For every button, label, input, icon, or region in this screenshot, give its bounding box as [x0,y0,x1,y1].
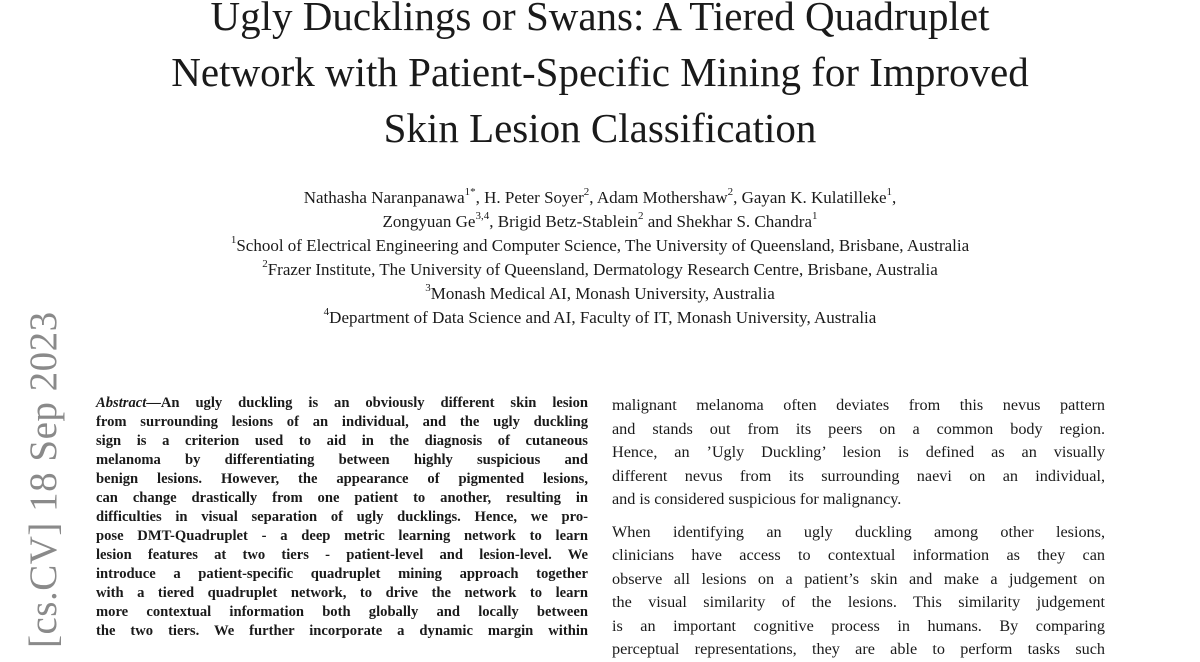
body-line: different nevus from its surrounding naevi on an individual, [612,466,1105,485]
affil-mark: 2 [262,258,268,271]
abstract-line: can change drastically from one patient to another, resulting in [96,490,588,506]
author-separator: , [475,188,485,207]
body-line: the visual similarity of the lesions. This similarity judgement [612,593,1105,611]
body-line: observe all lesions on a patient’s skin and make a judgement on [612,569,1105,588]
arxiv-stamp: [cs.CV] 18 Sep 2023 [22,311,65,648]
author-name: H. Peter Soyer [484,188,584,207]
abstract-line: from surrounding lesions of an individual, and the ugly duckling [96,414,588,430]
abstract-line: introduce a patient-specific quadruplet mining approach together [96,566,588,582]
author-line-2 [0,210,1200,234]
paper-title [0,0,1200,156]
abstract-line: benign lesions. However, the appearance of pigmented lesions, [96,471,588,487]
intro-paragraph-1 [612,394,1105,512]
body-line: and stands out from its peers on a common body region. [612,419,1105,438]
body-line: perceptual representations, they are able to perform tasks such [612,640,1105,658]
title-line: Skin Lesion Classification [383,105,817,151]
author-affil-mark: 3,4 [475,210,490,223]
title-line: Ugly Ducklings or Swans: A Tiered Quadruplet [210,0,990,39]
body-line: and is considered suspicious for malignancy. [612,490,902,508]
affil-mark: 3 [425,282,431,295]
affiliation-3 [0,282,1200,306]
abstract-line: the two tiers. We further incorporate a dynamic margin within [96,623,588,639]
author-separator: , [589,188,597,207]
abstract-line: pose DMT-Quadruplet - a deep metric learning network to learn [96,528,588,544]
affiliation-1 [0,234,1200,258]
author-separator: , [892,188,897,207]
body-line: is an important cognitive process in humans. By comparing [612,616,1105,635]
author-affil-mark: 2 [637,210,644,223]
author-name: Gayan K. Kulatilleke [741,188,887,207]
author-separator: , [489,212,498,231]
author-affil-mark: 2 [583,186,590,199]
abstract-text: —An ugly duckling is an obviously different skin lesion [146,395,588,411]
body-line: Hence, an ’Ugly Duckling’ lesion is defined as an visually [612,443,1105,461]
author-name: Shekhar S. Chandra [676,212,813,231]
abstract-line: more contextual information both globally and locally between [96,604,588,620]
title-line: Network with Patient-Specific Mining for Improved [171,49,1029,95]
abstract-line: melanoma by differentiating between highly suspicious and [96,452,588,468]
affiliation-text: Monash Medical AI, Monash University, Australia [430,284,775,303]
body-line: When identifying an ugly duckling among other lesions, [612,522,1105,541]
author-affil-mark: 1 [812,210,818,223]
body-line: clinicians have access to contextual information as they can [612,546,1105,564]
abstract-line: lesion features at two tiers - patient-level and lesion-level. We [96,547,588,563]
abstract-line [96,394,588,413]
intro-column [612,394,1105,662]
author-affil-mark: 2 [727,186,734,199]
body-line: malignant melanoma often deviates from this nevus pattern [612,396,1105,414]
affiliation-text: Frazer Institute, The University of Queensland, Dermatology Research Centre, Brisbane, Australia [267,260,938,279]
author-affil-mark: 1* [464,186,476,199]
affil-mark: 1 [230,234,237,247]
author-separator: , [733,188,742,207]
author-line-1 [0,186,1200,210]
abstract-line: difficulties in visual separation of ugly ducklings. Hence, we pro- [96,509,588,525]
author-block [0,186,1200,330]
abstract-line: sign is a criterion used to aid in the diagnosis of cutaneous [96,433,588,449]
abstract [96,394,588,641]
abstract-line: with a tiered quadruplet network, to drive the network to learn [96,585,588,601]
affiliation-text: Department of Data Science and AI, Faculty of IT, Monash University, Australia [329,308,877,327]
affiliation-2 [0,258,1200,282]
affiliation-4 [0,306,1200,330]
author-affil-mark: 1 [886,186,893,199]
author-name: Nathasha Naranpanawa [303,188,465,207]
affil-mark: 4 [323,306,330,319]
intro-paragraph-2 [612,521,1105,662]
author-name: Brigid Betz-Stablein [497,212,638,231]
author-name: Adam Mothershaw [596,188,728,207]
author-name: Zongyuan Ge [382,212,476,231]
abstract-label: Abstract [96,395,147,411]
author-separator: and [643,212,677,231]
affiliation-text: School of Electrical Engineering and Computer Science, The University of Queensland, Brisbane, Australia [236,236,970,255]
